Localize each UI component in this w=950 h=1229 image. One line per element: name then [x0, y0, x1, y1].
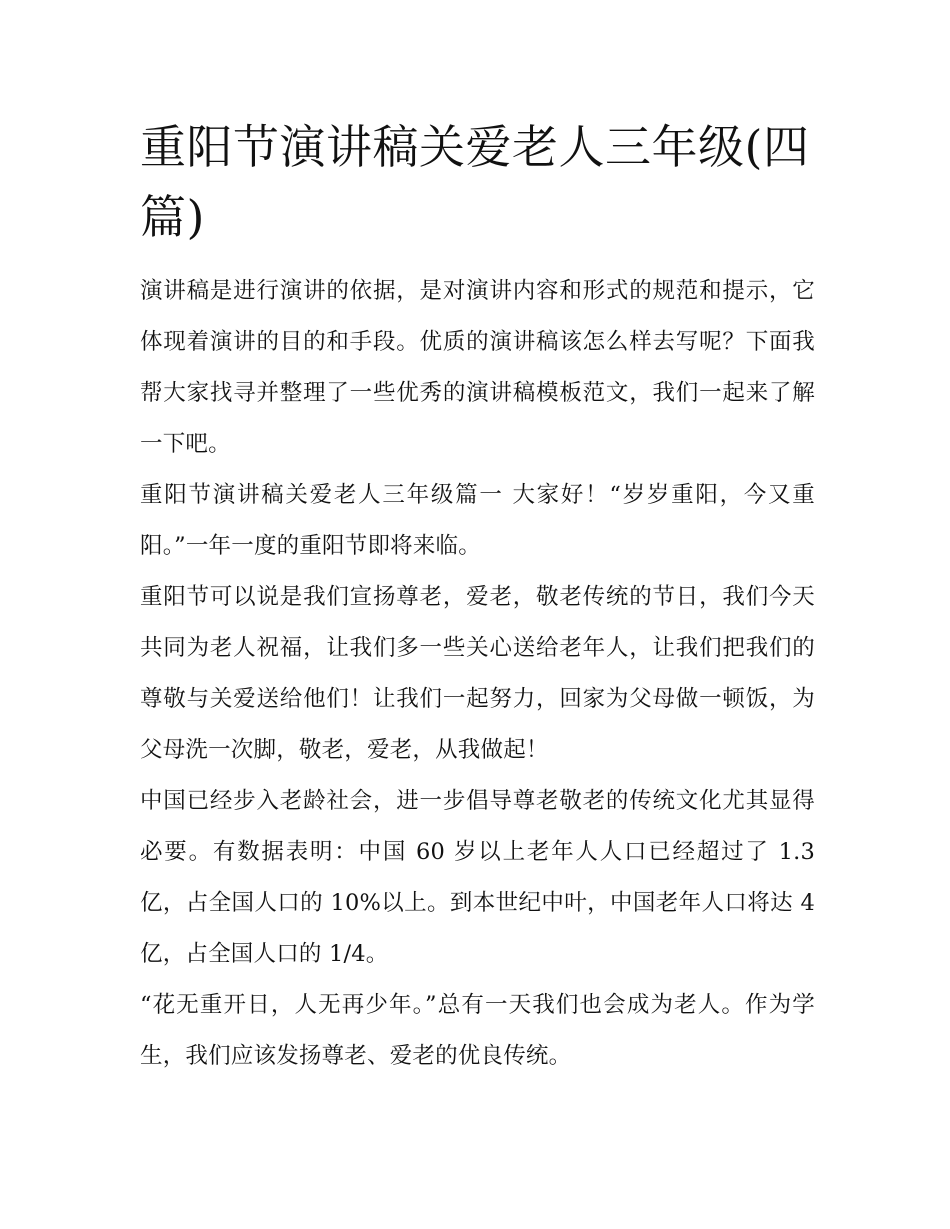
paragraph-students: “花无重开日，人无再少年。”总有一天我们也会成为老人。作为学生，我们应该发扬尊老、爱老的优良传统。 — [140, 992, 815, 1069]
paragraph-respect-elders: 重阳节可以说是我们宣扬尊老，爱老，敬老传统的节日，我们今天共同为老人祝福，让我们多一些关心送给老年人，让我们把我们的尊敬与关爱送给他们！让我们一起努力，回家为父母做一顿饭，为父母洗一次脚，敬老，爱老，从我做起！ — [140, 584, 815, 763]
document-title: 重阳节演讲稿关爱老人三年级(四篇) — [140, 120, 810, 244]
document-content — [140, 112, 815, 1082]
paragraph-intro: 演讲稿是进行演讲的依据，是对演讲内容和形式的规范和提示，它体现着演讲的目的和手段。优质的演讲稿该怎么样去写呢？下面我帮大家找寻并整理了一些优秀的演讲稿模板范文，我们一起来了解一下吧。 — [140, 278, 815, 457]
paragraph-aging-society: 中国已经步入老龄社会，进一步倡导尊老敬老的传统文化尤其显得必要。有数据表明：中国 60 岁以上老年人人口已经超过了 1.3 亿，占全国人口的 10%以上。到本世纪中叶，中国老年人口将达 4 亿，占全国人口的 1/4。 — [140, 788, 815, 967]
paragraph-greeting: 重阳节演讲稿关爱老人三年级篇一 大家好！“岁岁重阳，今又重阳。”一年一度的重阳节即将来临。 — [140, 482, 815, 559]
